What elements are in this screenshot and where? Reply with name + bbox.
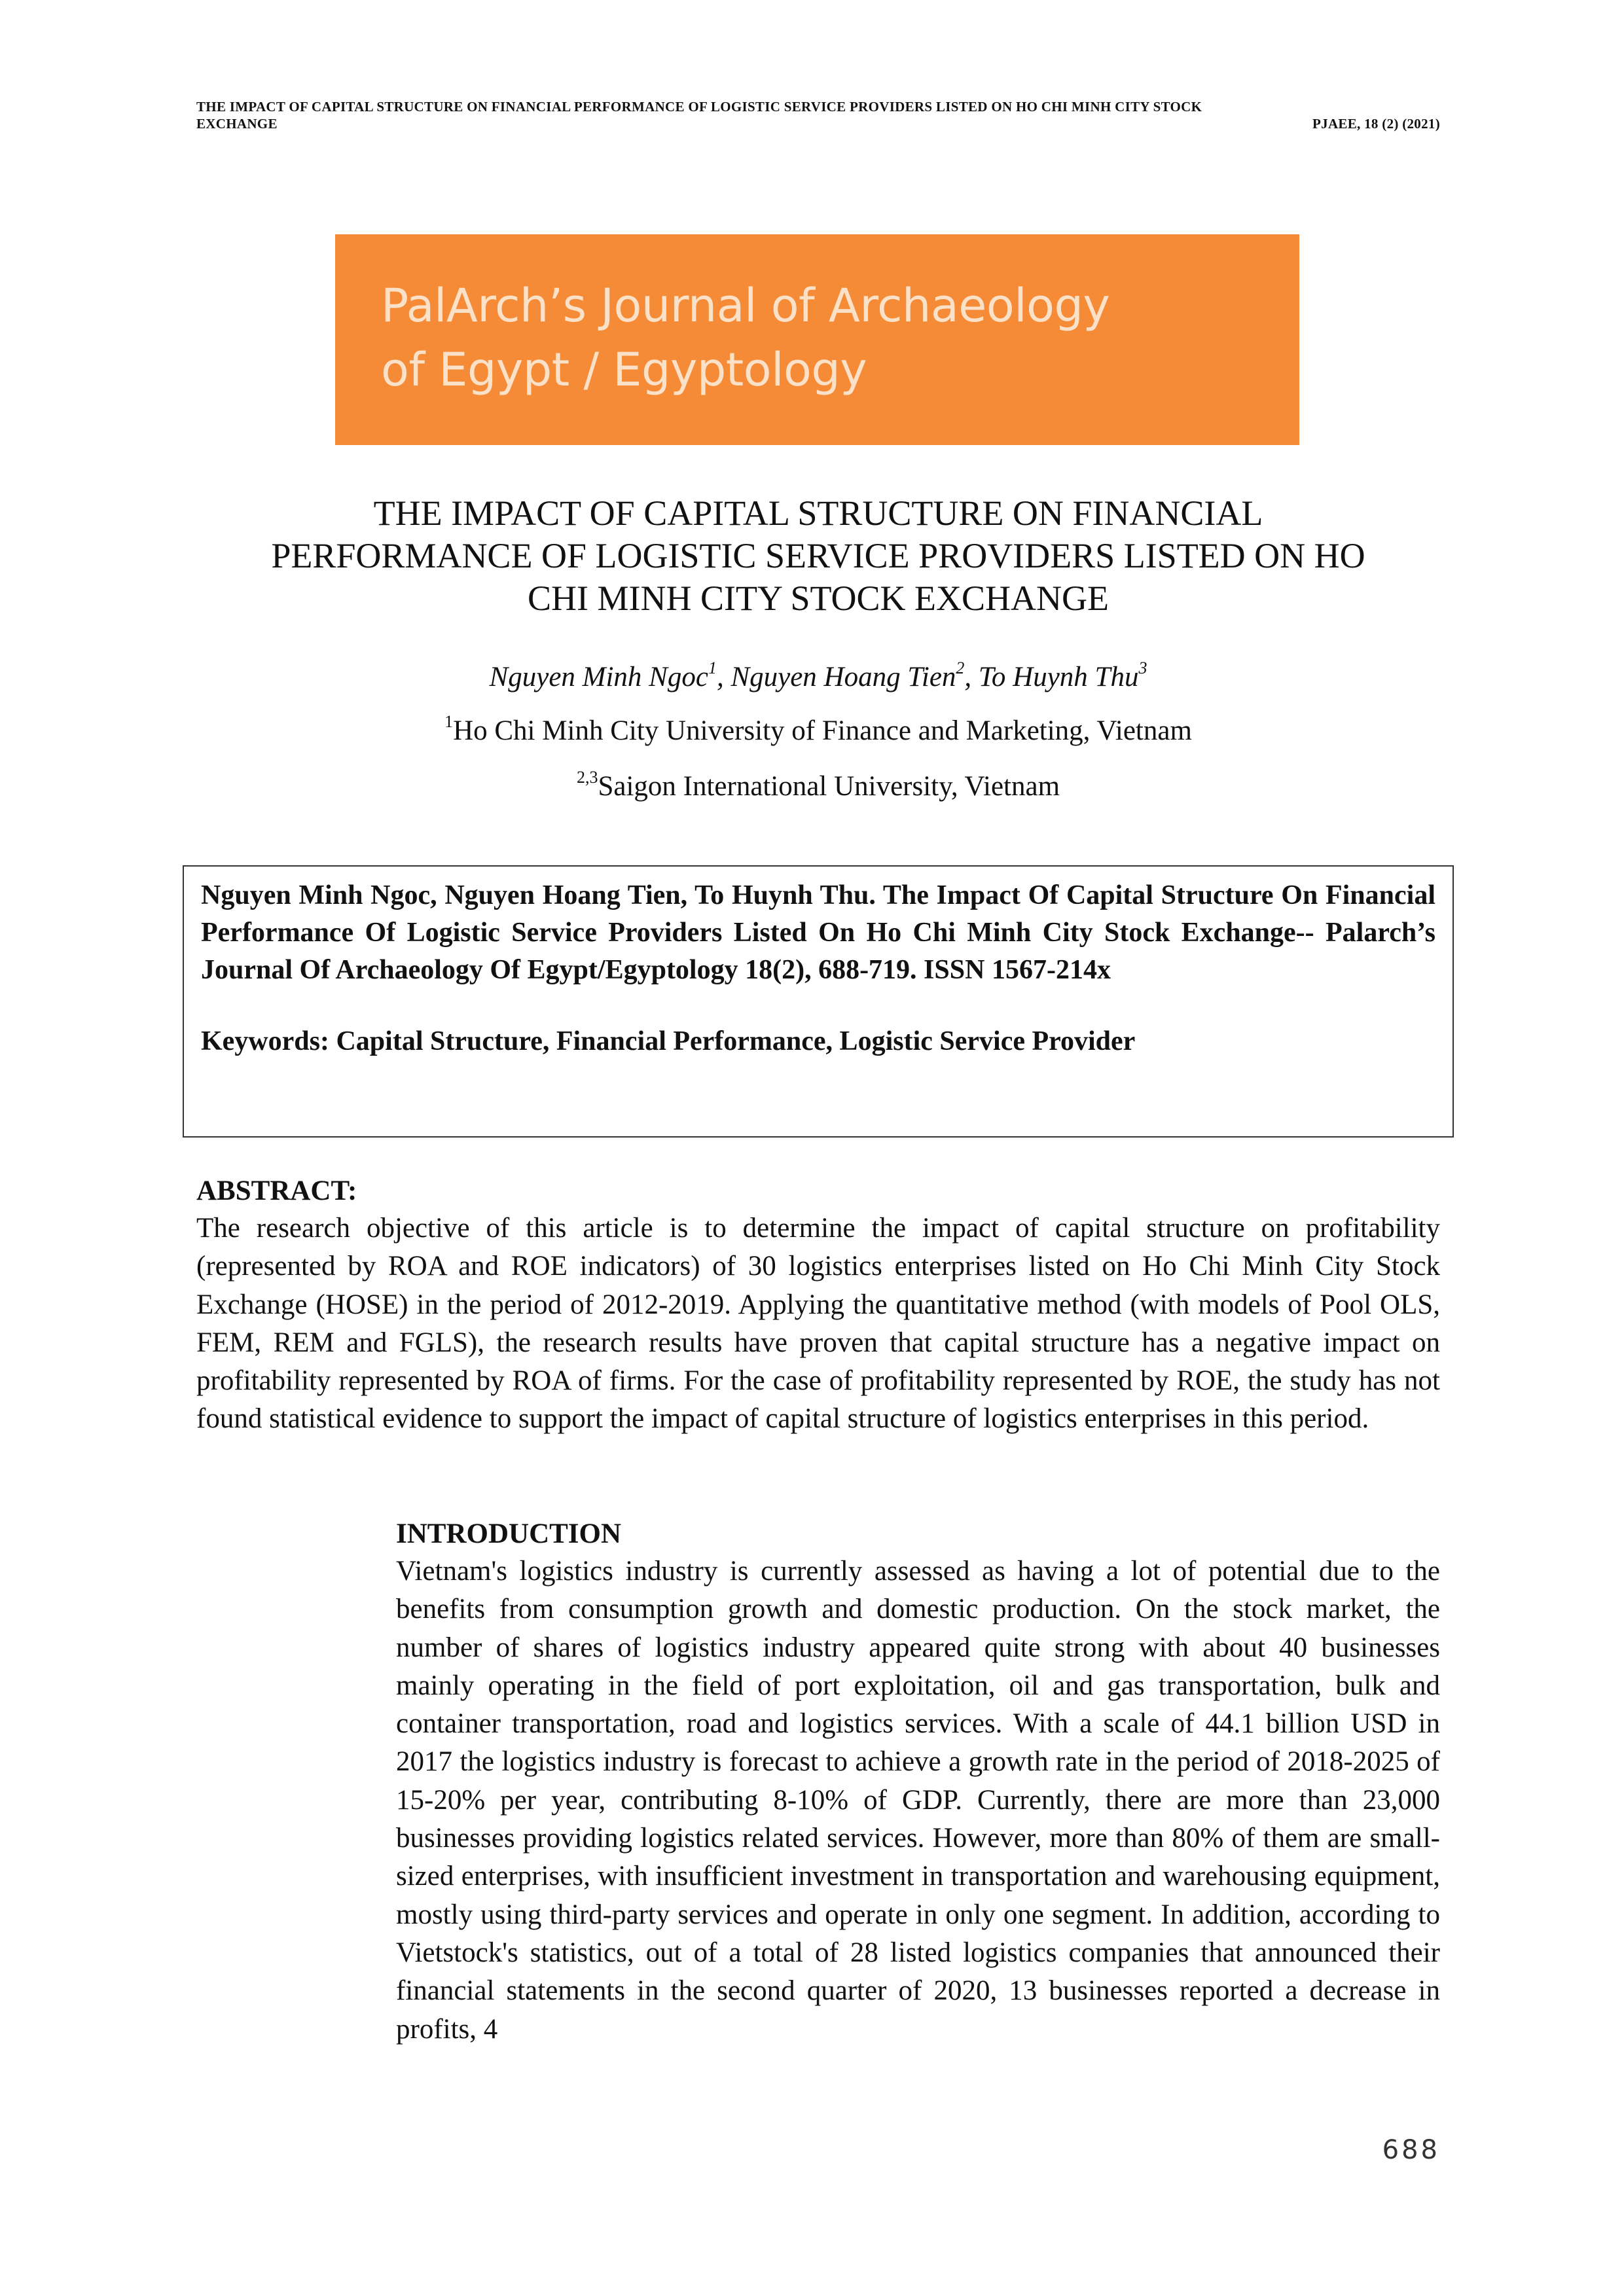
affiliation-1-text: Ho Chi Minh City University of Finance and Marketing, Vietnam [453,715,1192,746]
author-2-sup: 2 [956,658,965,677]
running-head-line-1: THE IMPACT OF CAPITAL STRUCTURE ON FINANCIAL PERFORMANCE OF LOGISTIC SERVICE PROVIDERS LISTED ON HO CHI MINH CITY STOCK [196,99,1202,115]
affiliation-1-sup: 1 [444,711,454,731]
running-head-journal-ref: PJAEE, 18 (2) (2021) [1312,116,1440,132]
abstract-heading: ABSTRACT: [196,1175,357,1206]
citation-text: Nguyen Minh Ngoc, Nguyen Hoang Tien, To Huynh Thu. The Impact Of Capital Structure On Financial Performance Of Logistic Service Providers Listed On Ho Chi Minh City Stock Exchange-- Palarch’s Journal Of Archaeology Of Egypt/Egyptology 18(2), 688-719. ISSN 1567-214x [201,880,1435,985]
affiliation-2-sup: 2,3 [576,767,598,787]
affiliation-1 [196,711,1440,751]
affiliation-2-text: Saigon International University, Vietnam [598,771,1060,802]
introduction-section [396,1516,1440,2049]
introduction-body: Vietnam's logistics industry is currently assessed as having a lot of potential due to the benefits from consumption growth and domestic production. On the stock market, the number of shares of logistics industry appeared quite strong with about 40 businesses mainly operating in the field of port exploitation, oil and gas transportation, bulk and container transportation, road and logistics services. With a scale of 44.1 billion USD in 2017 the logistics industry is forecast to achieve a growth rate in the period of 2018-2025 of 15-20% per year, contributing 8-10% of GDP. Currently, there are more than 23,000 businesses providing logistics related services. However, more than 80% of them are small-sized enterprises, with insufficient investment in transportation and warehousing equipment, mostly using third-party services and operate in only one segment. In addition, according to Vietstock's statistics, out of a total of 28 listed logistics companies that announced their financial statements in the second quarter of 2020, 13 businesses reported a decrease in profits, 4 [396,1556,1440,2045]
citation-box [183,865,1454,1138]
abstract-body: The research objective of this article is to determine the impact of capital structure on profitability (represented by ROA and ROE indicators) of 30 logistics enterprises listed on Ho Chi Minh City Stock Exchange (HOSE) in the period of 2012-2019. Applying the quantitative method (with models of Pool OLS, FEM, REM and FGLS), the research results have proven that capital structure has a negative impact on profitability represented by ROA of firms. For the case of profitability represented by ROE, the study has not found statistical evidence to support the impact of capital structure of logistics enterprises in this period. [196,1213,1440,1435]
author-3-sup: 3 [1138,658,1147,677]
author-separator: , [964,662,979,692]
author-2: Nguyen Hoang Tien [731,662,956,692]
author-3: To Huynh Thu [978,662,1139,692]
keywords: Keywords: Capital Structure, Financial Performance, Logistic Service Provider [201,1026,1136,1056]
author-list [196,658,1440,697]
running-head [196,98,1440,132]
page-number: 688 [1382,2135,1440,2165]
paper-title [196,492,1440,620]
author-1: Nguyen Minh Ngoc [489,662,708,692]
introduction-heading: INTRODUCTION [396,1518,622,1549]
affiliation-2 [196,767,1440,806]
banner-line-2: of Egypt / Egyptology [381,343,867,397]
journal-banner-logo [335,234,1299,445]
running-head-exchange: EXCHANGE [196,116,278,132]
title-line-2: PERFORMANCE OF LOGISTIC SERVICE PROVIDERS LISTED ON HO [271,536,1365,575]
banner-line-1: PalArch’s Journal of Archaeology [381,279,1110,332]
title-line-3: CHI MINH CITY STOCK EXCHANGE [528,579,1109,618]
abstract-section [196,1173,1440,1439]
author-1-sup: 1 [708,658,717,677]
author-separator: , [716,662,731,692]
title-line-1: THE IMPACT OF CAPITAL STRUCTURE ON FINANCIAL [373,493,1263,533]
